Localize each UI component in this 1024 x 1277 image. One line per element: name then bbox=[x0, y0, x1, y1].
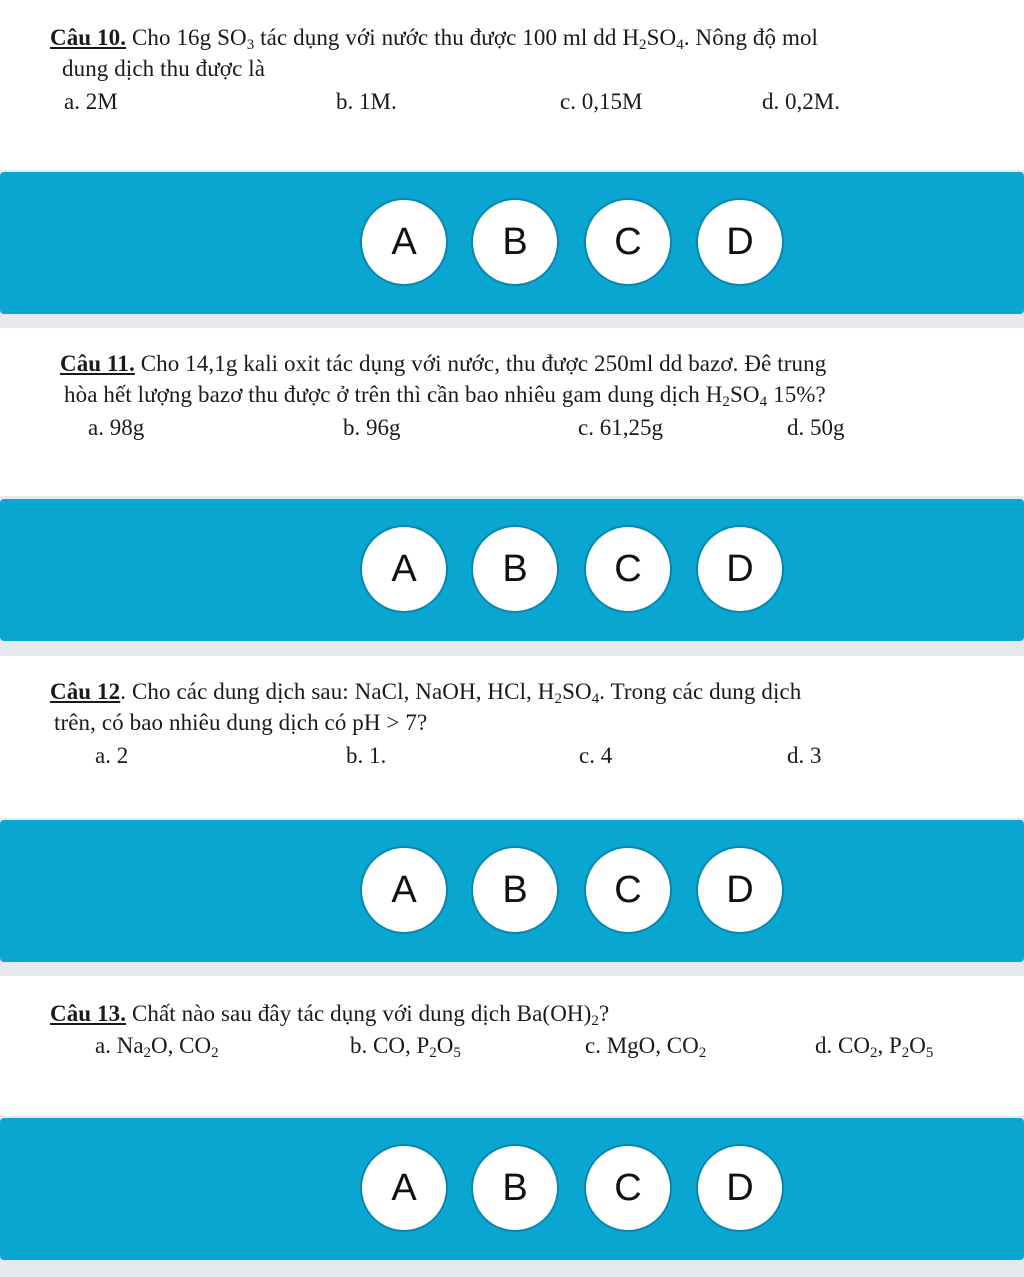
answer-button-a[interactable]: A bbox=[360, 846, 448, 934]
option-d: d. 0,2M. bbox=[762, 89, 840, 114]
option-d: d. $CO_2$, $P_2O_5$ bbox=[815, 1033, 934, 1061]
option-a: a. 2 bbox=[95, 743, 129, 768]
question-13-label: Câu 13. bbox=[50, 1001, 127, 1026]
option-a: a. 2M bbox=[64, 89, 118, 114]
answer-button-a[interactable]: A bbox=[360, 198, 448, 286]
option-c: c. 61,25g bbox=[578, 415, 663, 440]
answer-button-d[interactable]: D bbox=[696, 525, 784, 613]
answer-band-12 bbox=[0, 820, 1024, 962]
option-b: b. 1M. bbox=[336, 89, 397, 114]
answer-button-a[interactable]: A bbox=[360, 1144, 448, 1232]
answer-button-b[interactable]: B bbox=[471, 1144, 559, 1232]
answer-button-b[interactable]: B bbox=[471, 846, 559, 934]
answer-button-b[interactable]: B bbox=[471, 198, 559, 286]
option-a: a. $Na_2O$, $CO_2$ bbox=[95, 1033, 219, 1061]
option-d: d. 3 bbox=[787, 743, 822, 768]
question-10-label: Câu 10. bbox=[50, 25, 127, 50]
answer-band-11 bbox=[0, 499, 1024, 641]
question-card-10 bbox=[0, 0, 1024, 170]
option-c: c. 4 bbox=[579, 743, 613, 768]
question-11-text: Câu 11. Cho 14,1g kali oxit tác dụng với nước, thu được 250ml dd bazơ. Đê trung hòa hết lượng bazơ thu được ở trên thì cần bao nhiêu gam dung dịch $H_2SO_4$ 15%? bbox=[60, 351, 827, 410]
answer-button-d[interactable]: D bbox=[696, 846, 784, 934]
option-a: a. 98g bbox=[88, 415, 145, 440]
question-card-13 bbox=[0, 976, 1024, 1116]
answer-button-c[interactable]: C bbox=[584, 198, 672, 286]
option-d: d. 50g bbox=[787, 415, 845, 440]
option-c: c. 0,15M bbox=[560, 89, 643, 114]
question-card-12 bbox=[0, 656, 1024, 818]
option-b: b. 1. bbox=[346, 743, 387, 768]
question-10-text: Câu 10. Cho 16g $SO_3$ tác dụng với nước thu được 100 ml dd $H_2SO_4$. Nông độ mol dung dịch thu được là bbox=[50, 25, 819, 81]
answer-button-a[interactable]: A bbox=[360, 525, 448, 613]
answer-button-c[interactable]: C bbox=[584, 846, 672, 934]
answer-button-c[interactable]: C bbox=[584, 1144, 672, 1232]
answer-button-c[interactable]: C bbox=[584, 525, 672, 613]
answer-button-d[interactable]: D bbox=[696, 1144, 784, 1232]
question-11-label: Câu 11. bbox=[60, 351, 135, 376]
question-12-label: Câu 12 bbox=[50, 679, 121, 704]
question-13-text: Câu 13. Chất nào sau đây tác dụng với dung dịch $Ba(OH)_2$? bbox=[50, 1001, 610, 1029]
question-card-11 bbox=[0, 328, 1024, 496]
option-b: b. 96g bbox=[343, 415, 401, 440]
option-b: b. CO, $P_2O_5$ bbox=[350, 1033, 461, 1061]
answer-button-d[interactable]: D bbox=[696, 198, 784, 286]
answer-button-b[interactable]: B bbox=[471, 525, 559, 613]
answer-band-13 bbox=[0, 1118, 1024, 1260]
question-12-text: Câu 12. Cho các dung dịch sau: NaCl, NaOH, HCl, $H_2SO_4$. Trong các dung dịch trên, có bao nhiêu dung dịch có pH > 7? bbox=[50, 679, 802, 735]
option-c: c. MgO, $CO_2$ bbox=[585, 1033, 707, 1061]
answer-band-10 bbox=[0, 172, 1024, 314]
